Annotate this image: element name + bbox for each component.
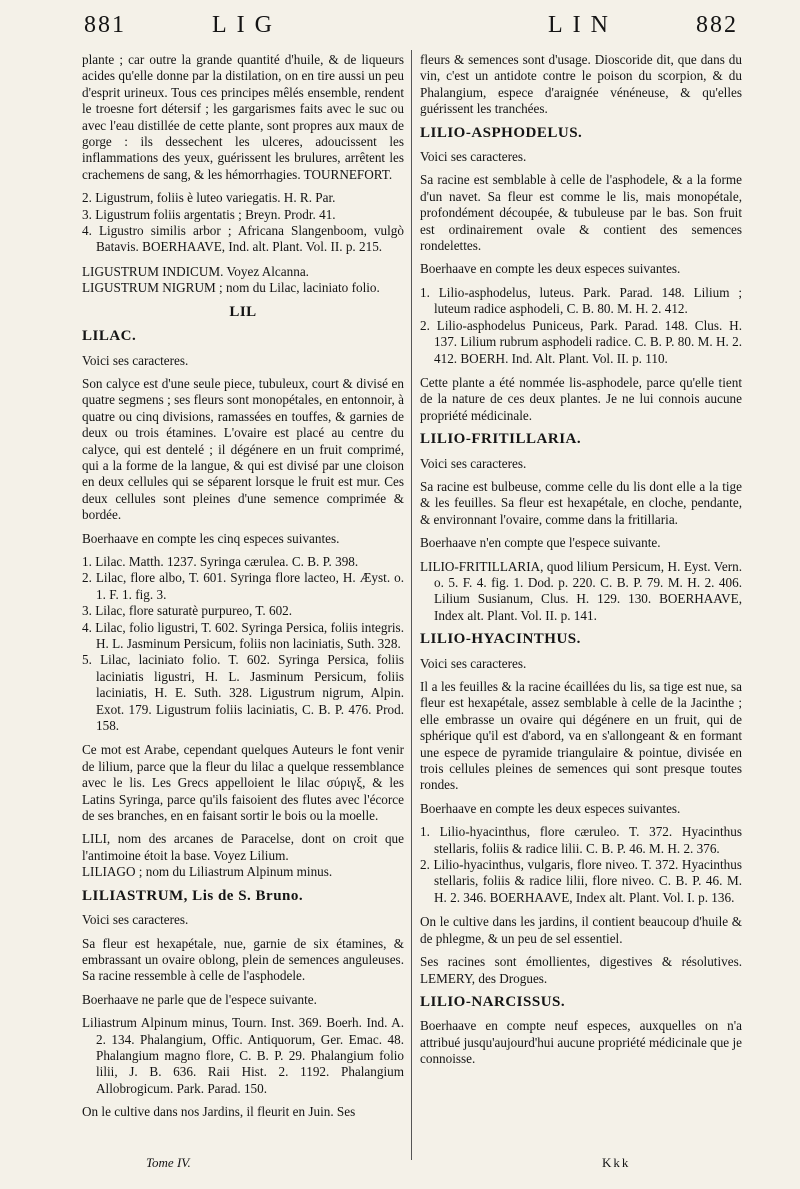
lilac-description: Son calyce est d'une seule piece, tubuleux, court & divisé en quatre segmens ; ses fleurs sont monopétales, en entonnoir, à quatre ou cinq divisions, ramassées en touffes, & garnies de deux ou trois étamines. L'ovaire est placé au centre du calyce, qui est dentelé ; il dégénere en un fruit comprimé, qui a la forme de la langue, & qui est divisé par une cloison en deux cellules qui se séparent lorsque le fruit est mur. Ces deux cellules sont pleines d'une semence comprimée & bordée.	[82, 375, 404, 523]
entry-liliago: LILIAGO ; nom du Liliastrum Alpinum minus.	[82, 864, 333, 880]
lilio-fritillaria-reference: LILIO-FRITILLARIA, quod lilium Persicum, H. Eyst. Vern. o. 5. F. 4. fig. 1. Dod. p. 220. C. B. P. 79. M. H. 2. 406. Lilium Susianum, Clus. H. 129. 130. BOERHAAVE, Index alt. Plant. Vol. II. p. 141.	[420, 558, 742, 623]
lilio-narcissus-description: Boerhaave en compte neuf especes, auxquelles on n'a attribué jusqu'aujourd'hui aucune propriété médicinale que je connoisse.	[420, 1018, 742, 1067]
list-item: 2. Lilio-hyacinthus, vulgaris, flore niveo. T. 372. Hyacinthus stellaris, foliis & radice lilii, flore niveo. C. B. P. 46. M. H. 2. 346. BOERHAAVE, Index alt. Plant. Vol. I. p. 136.	[420, 857, 742, 905]
lilio-asphodelus-note: Cette plante a été nommée lis-asphodele, parce qu'elle tient de la nature de ces deux plantes. Je ne lui connois aucune propriété médicinale.	[420, 374, 742, 423]
lilac-boerhaave-note: Boerhaave en compte les cinq especes suivantes.	[82, 530, 340, 546]
liliastrum-description: Sa fleur est hexapétale, nue, garnie de six étamines, & embrassant un ovaire oblong, plein de semences anguleuses. Sa racine ressemble à celle de l'asphodele.	[82, 935, 404, 984]
liliastrum-culture: On le cultive dans nos Jardins, il fleurit en Juin. Ses	[82, 1104, 356, 1120]
lilio-fritillaria-description: Sa racine est bulbeuse, comme celle du lis dont elle a la tige & les feuilles. Sa fleur est hexapétale, en cloche, pendante, & environnant l'ovaire, comme dans la fritillaria.	[420, 478, 742, 527]
signature-mark: Kkk	[602, 1155, 631, 1170]
characters-label: Voici ses caracteres.	[82, 912, 189, 928]
entry-lili: LILI, nom des arcanes de Paracelse, dont on croit que l'antimoine étoit la base. Voyez Lilium.	[82, 831, 404, 863]
list-item: 3. Lilac, flore saturatè purpureo, T. 602.	[82, 603, 293, 619]
list-item: 4. Ligustro similis arbor ; Africana Slangenboom, vulgò Batavis. BOERHAAVE, Ind. alt. Plant. Vol. II. p. 215.	[82, 223, 404, 255]
lilio-asphodelus-boerhaave-note: Boerhaave en compte les deux especes suivantes.	[420, 261, 681, 277]
list-item: 4. Lilac, folio ligustri, T. 602. Syringa Persica, foliis integris. H. L. Jasminum Persicum, foliis non laciniatis, Suth. 328.	[82, 619, 404, 651]
left-column	[82, 52, 404, 1128]
lilac-etymology: Ce mot est Arabe, cependant quelques Auteurs le font venir de lilium, parce que la fleur du lilac a quelque ressemblance avec le lis. Les Grecs appelloient le lilac σύριγξ, & les Latins Syringa, parce qu'ils faisoient des flutes avec l'écorce de ses branches, en en faisant sortir le bois ou la moelle.	[82, 742, 404, 824]
characters-label: Voici ses caracteres.	[420, 149, 527, 165]
entry-ligustrum-indicum: LIGUSTRUM INDICUM. Voyez Alcanna.	[82, 263, 309, 279]
entry-title-lilac: LILAC.	[82, 328, 137, 345]
lilio-asphodelus-description: Sa racine est semblable à celle de l'asphodele, & a la forme d'un navet. Sa fleur est comme le lis, mais monopétale, profondément découpée, & tubuleuse par le bas. Son fruit est ordinairement ovale & contient des semences rondelettes.	[420, 172, 742, 254]
lilio-hyacinthus-description: Il a les feuilles & la racine écaillées du lis, sa tige est nue, sa fleur est hexapétale, assez semblable à celle de la Jacinthe ; elle embrasse un ovaire qui dégénere en un fruit, qui de sphérique qu'il est d'abord, va en s'allongeant & en formant une espece de pyramide triangulaire & pointue, divisée en trois cellules pleines de semences qui sont presque toutes rondes.	[420, 679, 742, 793]
ligustrum-species-list	[82, 190, 404, 256]
entry-title-lilio-fritillaria: LILIO-FRITILLARIA.	[420, 431, 582, 448]
troesne-continuation: plante ; car outre la grande quantité d'huile, & de liqueurs acides qu'elle donne par la distilation, on en tire aussi un peu d'esprit urineux. Tous ces principes mêlés ensemble, rendent le troesne fort détersif ; les gargarismes faits avec le suc ou avec l'eau distillée de cette plante, sont propres aux maux de gorge : ils dessechent les ulceres, adoucissent les inflammations des yeux, guérissent les brulures, arrêtent les crachemens de sang, & les hémorrhagies. TOURNEFORT.	[82, 52, 404, 182]
list-item: 2. Ligustrum, foliis è luteo variegatis. H. R. Par.	[82, 190, 336, 206]
list-item: 2. Lilio-asphodelus Puniceus, Park. Parad. 148. Clus. H. 137. Lilium rubrum asphodeli radice. C. B. P. 80. M. H. 2. 412. BOERH. Ind. Alt. Plant. Vol. II. p. 110.	[420, 317, 742, 366]
running-head-left: LIG	[212, 12, 282, 38]
liliastrum-boerhaave-note: Boerhaave ne parle que de l'espece suivante.	[82, 991, 317, 1007]
liliastrum-continuation: fleurs & semences sont d'usage. Dioscoride dit, que dans du vin, c'est un antidote contre le poison du scorpion, & du Phalangium, espece d'araignée vénéneuse, & qu'elles guérissent les tranchées.	[420, 52, 742, 117]
entry-title-liliastrum: LILIASTRUM, Lis de S. Bruno.	[82, 887, 304, 904]
list-item: 1. Lilac. Matth. 1237. Syringa cærulea. C. B. P. 398.	[82, 553, 359, 569]
lilio-hyacinthus-boerhaave-note: Boerhaave en compte les deux especes suivantes.	[420, 800, 681, 816]
characters-label: Voici ses caracteres.	[420, 455, 527, 471]
volume-label: Tome IV.	[146, 1155, 191, 1170]
list-item: 5. Lilac, laciniato folio. T. 602. Syringa Persica, foliis laciniatis ligustri, H. L. Jasminum Persicum, foliis laciniatis, H. E. Suth. 328. Ligustrum nigrum, Alpin. Exot. 179. Ligustrum foliis laciniatis, C. B. P. 476. Prod. 158.	[82, 652, 404, 734]
list-item: 2. Lilac, flore albo, T. 601. Syringa flore lacteo, H. Æyst. o. 1. F. 1. fig. 3.	[82, 570, 404, 602]
column-rule	[411, 50, 412, 1160]
section-heading: LIL	[229, 303, 257, 320]
lilio-asphodelus-species-list	[420, 285, 742, 367]
page-number-right: 882	[696, 12, 738, 38]
characters-label: Voici ses caracteres.	[420, 655, 527, 671]
characters-label: Voici ses caracteres.	[82, 352, 189, 368]
liliastrum-reference: Liliastrum Alpinum minus, Tourn. Inst. 369. Boerh. Ind. A. 2. 134. Phalangium, Offic. Antiquorum, Ger. Emac. 48. Phalangium magno flore, C. B. P. 29. Phalangium folio lilii, J. B. 636. Raii Hist. 2. 1192. Phalangium Allobrogicum. Park. Parad. 150.	[82, 1015, 404, 1096]
lilac-species-list	[82, 554, 404, 734]
entry-title-lilio-asphodelus: LILIO-ASPHODELUS.	[420, 124, 583, 141]
list-item: 3. Ligustrum foliis argentatis ; Breyn. Prodr. 41.	[82, 206, 336, 222]
lilio-hyacinthus-roots: Ses racines sont émollientes, digestives & résolutives. LEMERY, des Drogues.	[420, 954, 742, 986]
lilio-hyacinthus-species-list	[420, 824, 742, 906]
list-item: 1. Lilio-asphodelus, luteus. Park. Parad. 148. Lilium ; luteum radice asphodeli, C. B. 80. M. H. 2. 412.	[420, 284, 742, 317]
entry-ligustrum-nigrum: LIGUSTRUM NIGRUM ; nom du Lilac, laciniato folio.	[82, 280, 380, 296]
right-column	[420, 52, 742, 1075]
page-number-left: 881	[84, 12, 126, 38]
lilio-hyacinthus-culture: On le cultive dans les jardins, il contient beaucoup d'huile & de phlegme, & un peu de sel essentiel.	[420, 914, 742, 946]
lilio-fritillaria-boerhaave-note: Boerhaave n'en compte que l'espece suivante.	[420, 535, 661, 551]
running-head-right: LIN	[548, 12, 618, 38]
entry-title-lilio-narcissus: LILIO-NARCISSUS.	[420, 993, 566, 1010]
entry-title-lilio-hyacinthus: LILIO-HYACINTHUS.	[420, 631, 581, 648]
list-item: 1. Lilio-hyacinthus, flore cæruleo. T. 372. Hyacinthus stellaris, foliis & radice lilii. C. B. P. 46. M. H. 2. 376.	[420, 824, 742, 856]
